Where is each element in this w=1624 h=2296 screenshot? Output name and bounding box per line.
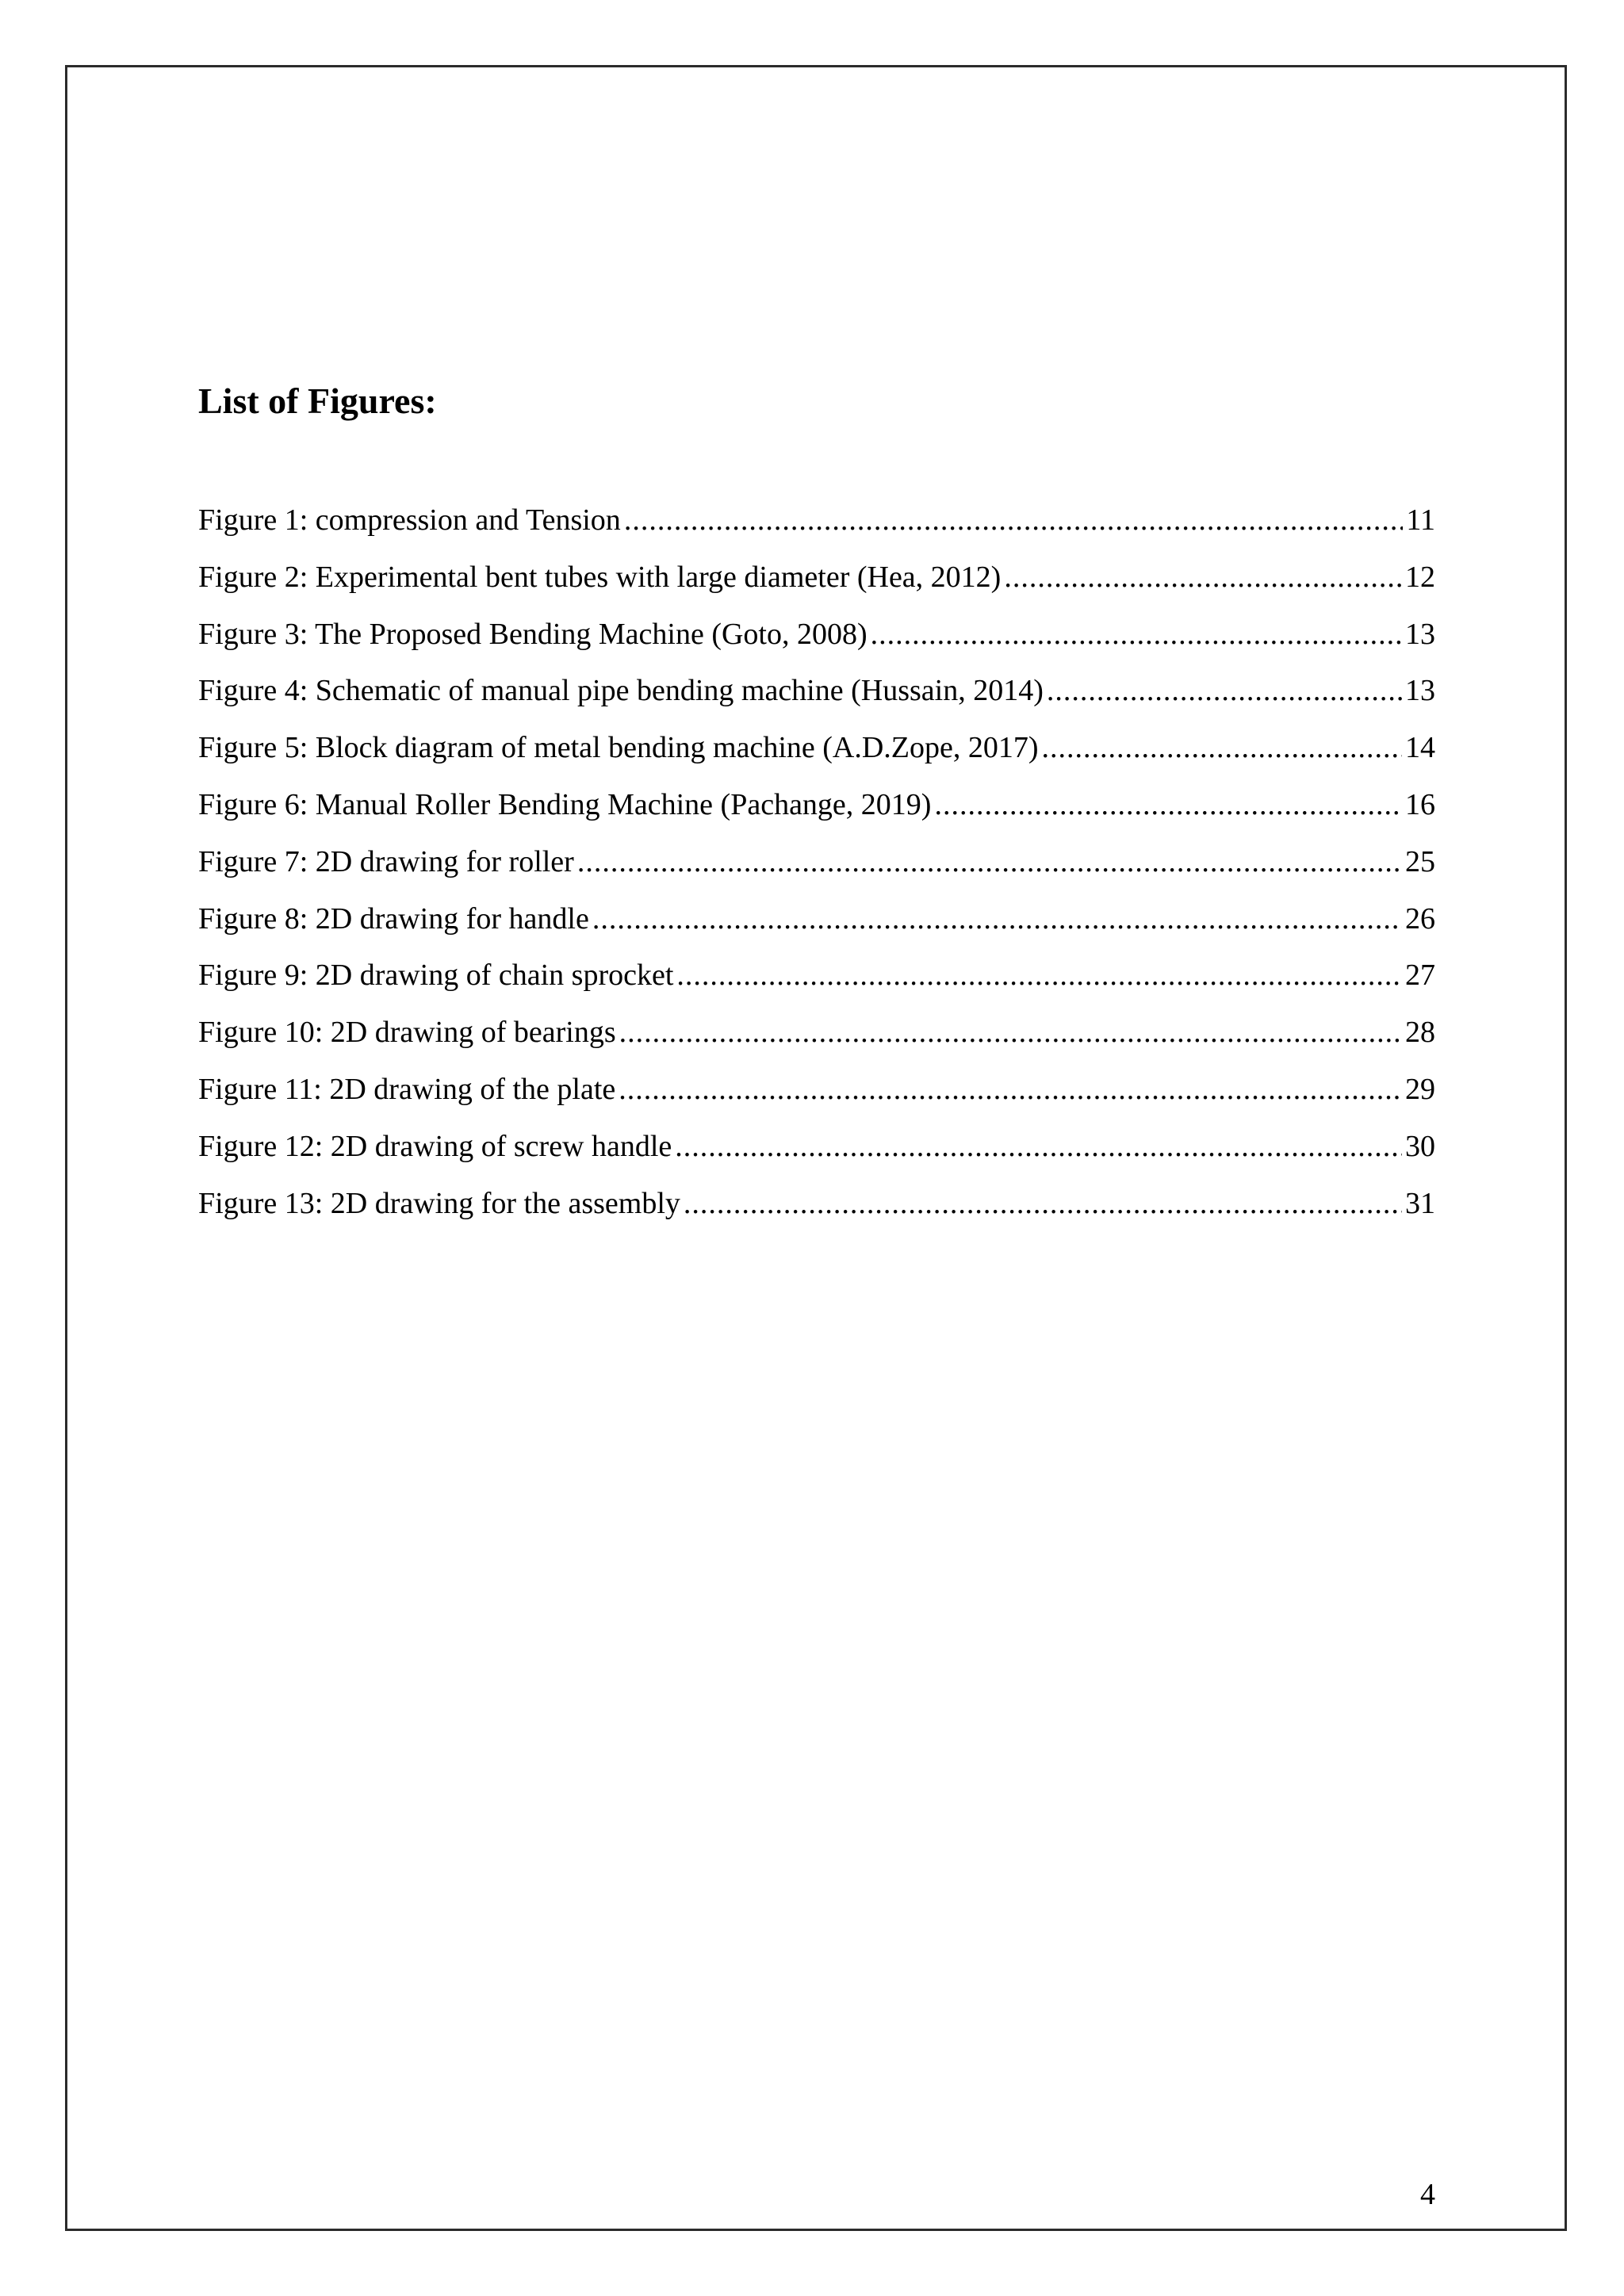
figure-entry[interactable]	[198, 840, 1435, 897]
figure-entry[interactable]	[198, 612, 1435, 669]
dot-leader	[871, 612, 1402, 656]
figure-entry[interactable]	[198, 668, 1435, 725]
figure-entry[interactable]	[198, 1067, 1435, 1124]
figure-entry-page: 26	[1405, 901, 1435, 936]
dot-leader	[934, 783, 1402, 827]
figure-entry[interactable]	[198, 725, 1435, 783]
figure-entry-page: 31	[1405, 1186, 1435, 1220]
figure-entry-page: 28	[1405, 1016, 1435, 1050]
figure-entry-page: 27	[1405, 959, 1435, 993]
figure-entry-label: Figure 10: 2D drawing of bearings	[198, 1016, 616, 1050]
figure-entry-label: Figure 2: Experimental bent tubes with large diameter (Hea, 2012)	[198, 560, 1002, 594]
figure-entry-label: Figure 11: 2D drawing of the plate	[198, 1072, 616, 1106]
figure-entry-page: 12	[1405, 560, 1435, 594]
dot-leader	[684, 1181, 1402, 1226]
figure-entry-page: 30	[1405, 1129, 1435, 1163]
dot-leader	[1004, 555, 1402, 599]
dot-leader	[577, 840, 1402, 884]
list-of-figures-heading: List of Figures:	[198, 381, 437, 421]
dot-leader	[624, 498, 1404, 542]
figure-entry-label: Figure 7: 2D drawing for roller	[198, 844, 574, 878]
figure-entry-page: 16	[1405, 787, 1435, 821]
figure-entry[interactable]	[198, 783, 1435, 840]
figure-entry-page: 29	[1405, 1072, 1435, 1106]
figures-list	[198, 498, 1435, 1238]
figure-entry-label: Figure 5: Block diagram of metal bending machine (A.D.Zope, 2017)	[198, 731, 1039, 765]
dot-leader	[619, 1067, 1402, 1112]
figure-entry-label: Figure 12: 2D drawing of screw handle	[198, 1129, 672, 1163]
figure-entry-label: Figure 6: Manual Roller Bending Machine (Pachange, 2019)	[198, 787, 932, 821]
dot-leader	[619, 1010, 1402, 1054]
figure-entry-label: Figure 9: 2D drawing of chain sprocket	[198, 959, 674, 993]
figure-entry[interactable]	[198, 1010, 1435, 1067]
figure-entry-page: 13	[1405, 674, 1435, 708]
dot-leader	[1042, 725, 1402, 770]
figure-entry[interactable]	[198, 498, 1435, 555]
figure-entry[interactable]	[198, 1181, 1435, 1238]
figure-entry-page: 11	[1406, 503, 1435, 537]
figure-entry[interactable]	[198, 897, 1435, 954]
figure-entry[interactable]	[198, 555, 1435, 612]
figure-entry-page: 25	[1405, 844, 1435, 878]
dot-leader	[675, 1124, 1402, 1169]
dot-leader	[1047, 668, 1402, 713]
figure-entry-label: Figure 13: 2D drawing for the assembly	[198, 1186, 680, 1220]
dot-leader	[676, 953, 1402, 997]
figure-entry[interactable]	[198, 1124, 1435, 1181]
figure-entry-label: Figure 1: compression and Tension	[198, 503, 621, 537]
figure-entry-page: 14	[1405, 731, 1435, 765]
figure-entry-page: 13	[1405, 617, 1435, 651]
figure-entry[interactable]	[198, 953, 1435, 1010]
page-number: 4	[1420, 2178, 1435, 2211]
dot-leader	[592, 897, 1402, 941]
figure-entry-label: Figure 3: The Proposed Bending Machine (Goto, 2008)	[198, 617, 868, 651]
figure-entry-label: Figure 8: 2D drawing for handle	[198, 901, 589, 936]
figure-entry-label: Figure 4: Schematic of manual pipe bending machine (Hussain, 2014)	[198, 674, 1044, 708]
